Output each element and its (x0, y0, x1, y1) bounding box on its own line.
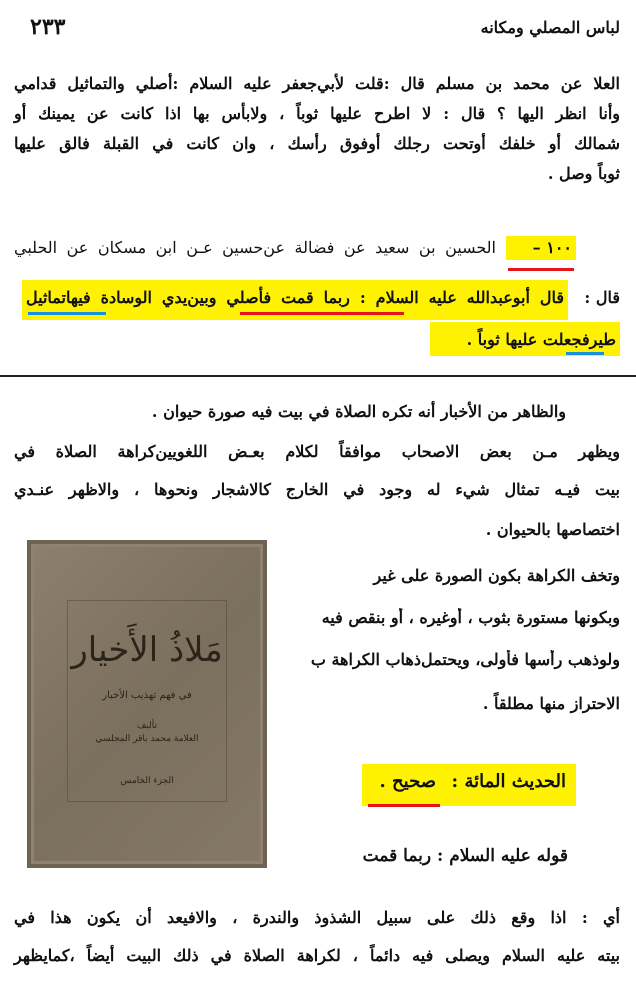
cover-author (27, 720, 267, 746)
cover-author-line: تأليف (136, 721, 158, 731)
text-line: والظاهر من الأخبار أنه تكره الصلاة في بيت فيه صورة حيوان . (151, 402, 566, 421)
text-line: وتخف الكراهة بكون الصورة على غير (373, 566, 620, 585)
text-line: بيته عليه السلام ويصلى فيه دائماً ، لكراهة الصلاة في ذلك البيت أيضاً ،كمايظهر (14, 946, 620, 965)
grading-label: الحديث المائة : (451, 771, 566, 792)
text-line: ولوذهب رأسها فأولى، ويحتمل‌ذهاب الكراهة ب (310, 650, 620, 669)
text-line: اختصاصها بالحيوان . (485, 520, 620, 539)
text-line: وأنا انظر اليها ؟ قال : لا اطرح عليها ثوباً ، ولابأس بها اذا كانت عن يمينك أو (14, 104, 620, 123)
red-underline (508, 268, 574, 271)
text-line: شمالك أو خلفك أوتحت رجلك أوفوق رأسك ، وان كانت في القبلة فالق عليها (14, 134, 621, 153)
text-line: الحسين بن سعيد عن فضالة عن‌حسين عـن ابن مسكان عن الحلبي (14, 238, 496, 257)
subheading: قوله عليه السلام : ربما قمت (362, 846, 568, 866)
text-line: أي : اذا وقع ذلك على سبيل الشذوذ والندرة ، والافيعد أن يكون هذا في (14, 908, 620, 927)
text-line: ويظهر مـن بعض الاصحاب موافقاً لكلام بعـض اللغويين‌كراهة الصلاة في (14, 442, 620, 461)
text-line: قال : (584, 288, 620, 307)
running-header: لباس المصلي ومكانه (480, 18, 620, 37)
cover-author-line: العلامة محمد باقر المجلسي (95, 734, 199, 744)
divider-line (0, 375, 636, 377)
hadith-number: ١٠٠ – (532, 238, 572, 257)
red-underline (368, 804, 440, 807)
text-line: طيرفجعلت عليها ثوباً . (466, 330, 616, 349)
red-underline (240, 312, 404, 315)
cover-volume: الجزء الخامس (120, 776, 174, 786)
page-number: ٢٣٣ (30, 14, 66, 40)
text-line: ثوباً وصل . (547, 164, 620, 183)
blue-underline (28, 312, 106, 315)
book-cover-image (27, 540, 267, 868)
cover-title: مَلاذُ الأَخيار (71, 630, 223, 670)
text-line: وبكونها مستورة بثوب ، أوغيره ، أو بنقص فيه (321, 608, 620, 627)
cover-subtitle: في فهم تهذيب الأخبار (102, 690, 192, 701)
text-line: بيت فيـه تمثال شيء له وجود في الخارج كالاشجار ونحوها ، والاظهر عنـدي (14, 480, 620, 499)
text-line: الاحتراز منها مطلقاً . (482, 694, 620, 713)
blue-underline (566, 352, 604, 355)
text-line: العلا عن محمد بن مسلم قال :قلت لأبي‌جعفر عليه السلام :أصلي والتماثيل قدامي (14, 74, 620, 93)
grading-value: صحيح . (379, 771, 436, 792)
hadith-quote: قال أبوعبدالله عليه السلام : ربما قمت فأصلي وبين‌يدي الوسادة فيهاتماثيل (26, 288, 564, 307)
